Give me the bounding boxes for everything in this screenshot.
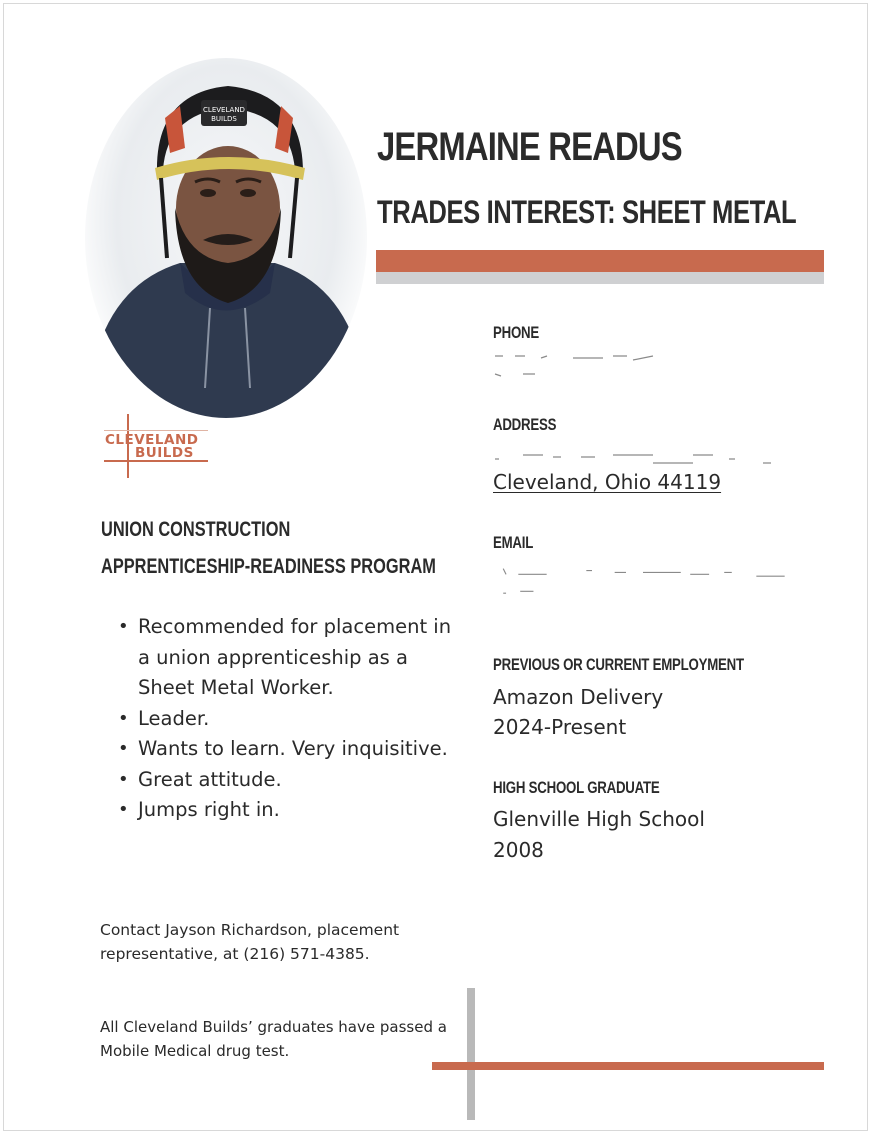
recommendation-list <box>116 612 466 826</box>
employment-dates: 2024-Present <box>493 715 627 739</box>
decorative-vertical-line <box>467 988 475 1120</box>
drug-test-note: All Cleveland Builds’ graduates have passed a Mobile Medical drug test. <box>100 1018 447 1060</box>
school-label: HIGH SCHOOL GRADUATE <box>493 778 660 797</box>
program-line2: APPRENTICESHIP-READINESS PROGRAM <box>101 555 436 578</box>
cleveland-builds-logo <box>100 412 212 480</box>
address-city: Cleveland, Ohio 44119 <box>493 470 722 494</box>
accent-bar <box>376 250 824 272</box>
svg-text:CLEVELAND: CLEVELAND <box>203 106 245 114</box>
email-label: EMAIL <box>493 533 534 552</box>
gray-bar <box>376 272 824 284</box>
employment-label: PREVIOUS OR CURRENT EMPLOYMENT <box>493 655 744 674</box>
logo-text-line1: CLEVELAND <box>105 432 199 448</box>
svg-text:BUILDS: BUILDS <box>211 115 237 123</box>
employment-company: Amazon Delivery <box>493 685 664 709</box>
list-item: • Recommended for placement in a union apprenticeship as a Sheet Metal Worker. <box>116 612 466 704</box>
candidate-name: JERMAINE READUS <box>377 125 682 169</box>
list-item: • Wants to learn. Very inquisitive. <box>116 734 466 765</box>
trades-interest: TRADES INTEREST: SHEET METAL <box>377 194 797 230</box>
redacted-email <box>493 563 793 597</box>
profile-photo <box>85 58 367 418</box>
phone-label: PHONE <box>493 323 539 342</box>
contact-note: Contact Jayson Richardson, placement representative, at (216) 571-4385. <box>100 921 400 963</box>
school-year: 2008 <box>493 838 544 862</box>
address-label: ADDRESS <box>493 415 557 434</box>
program-line1: UNION CONSTRUCTION <box>101 518 291 541</box>
worker-portrait-icon <box>85 58 367 418</box>
list-item: • Leader. <box>116 704 466 735</box>
list-item: • Jumps right in. <box>116 795 466 826</box>
redacted-phone <box>493 350 793 384</box>
list-item: • Great attitude. <box>116 765 466 796</box>
decorative-horizontal-line <box>432 1062 824 1070</box>
logo-text-line2: BUILDS <box>135 445 194 461</box>
program-title <box>101 511 436 585</box>
school-name: Glenville High School <box>493 807 705 831</box>
